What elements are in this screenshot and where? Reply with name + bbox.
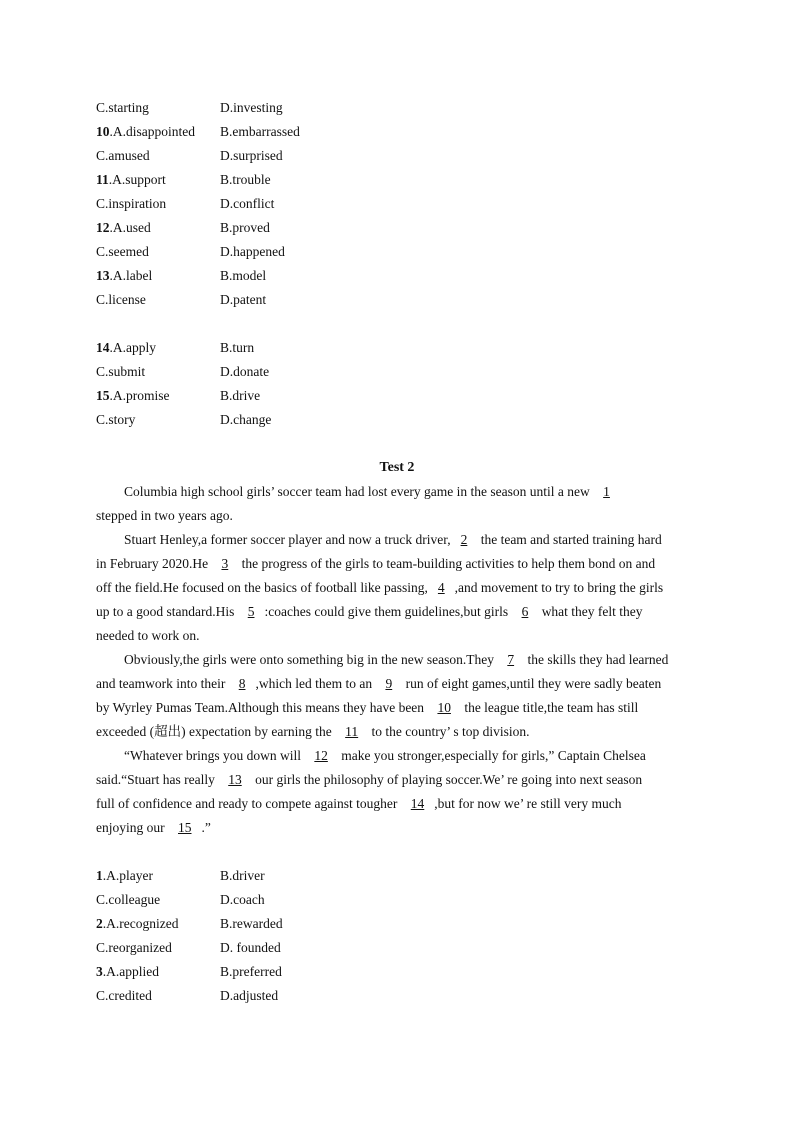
option-a-text: C.colleague: [96, 892, 161, 907]
blank-5: 5: [247, 604, 255, 619]
blank-6: 6: [521, 604, 529, 619]
option-a: [96, 240, 149, 264]
passage-text: the skills they had learned: [524, 652, 669, 667]
option-a: [96, 336, 156, 360]
passage-text: stepped in two years ago.: [96, 508, 233, 523]
option-a: [96, 960, 159, 984]
passage-text: off the field.He focused on the basics of football like passing,: [96, 580, 428, 595]
option-a: [96, 936, 172, 960]
option-a-text: C.reorganized: [96, 940, 172, 955]
option-a-text: .A.recognized: [102, 916, 179, 931]
option-b: D.surprised: [220, 148, 283, 163]
option-a-text: .A.label: [109, 268, 153, 283]
option-a-text: .A.disappointed: [109, 124, 195, 139]
option-a-text: .A.player: [102, 868, 153, 883]
passage-text: the progress of the girls to team-building activities to help them bond on and: [238, 556, 656, 571]
question-number: 15: [96, 388, 110, 403]
passage-text: up to a good standard.His: [96, 604, 238, 619]
passage-text: enjoying our: [96, 820, 168, 835]
passage-line: [96, 480, 700, 504]
option-b: B.driver: [220, 868, 265, 883]
option-b: D.change: [220, 412, 272, 427]
passage-line: [96, 600, 700, 624]
option-b: B.drive: [220, 388, 261, 403]
blank-4: 4: [437, 580, 445, 595]
paragraph: [96, 744, 700, 840]
test-title: Test 2: [379, 460, 415, 475]
passage-text: “Whatever brings you down will: [124, 748, 305, 763]
passage-text: the team and started training hard: [477, 532, 662, 547]
option-b: B.turn: [220, 340, 255, 355]
paragraph: [96, 480, 700, 528]
question-number: 13: [96, 268, 110, 283]
blank-8: 8: [238, 676, 246, 691]
option-a: [96, 360, 145, 384]
passage-text: ,and movement to try to bring the girls: [454, 580, 664, 595]
option-b: D.happened: [220, 244, 285, 259]
passage-line: [96, 624, 700, 648]
option-b: D.adjusted: [220, 988, 279, 1003]
blank-11: 11: [345, 724, 359, 739]
passage-text: Stuart Henley,a former soccer player and now a truck driver,: [124, 532, 451, 547]
blank-2: 2: [460, 532, 468, 547]
passage-text: and teamwork into their: [96, 676, 229, 691]
option-a-text: C.credited: [96, 988, 152, 1003]
option-a: [96, 120, 195, 144]
blank-13: 13: [228, 772, 242, 787]
passage-text: .”: [201, 820, 211, 835]
option-b: B.embarrassed: [220, 124, 300, 139]
blank-14: 14: [410, 796, 425, 811]
question-number: 10: [96, 124, 110, 139]
question-number: 12: [96, 220, 110, 235]
option-a-text: .A.applied: [102, 964, 159, 979]
option-a-text: .A.apply: [109, 340, 156, 355]
option-a: [96, 264, 152, 288]
option-a: [96, 984, 152, 1008]
question-number: 11: [96, 172, 109, 187]
question-number: 14: [96, 340, 110, 355]
option-a: [96, 888, 160, 912]
passage-text: Columbia high school girls’ soccer team had lost every game in the season until a new: [124, 484, 594, 499]
option-b: B.proved: [220, 220, 270, 235]
question-number: 3: [96, 964, 103, 979]
paragraph: [96, 648, 700, 744]
blank-1: 1: [603, 484, 610, 499]
option-a: [96, 864, 153, 888]
option-b: D.coach: [220, 892, 265, 907]
option-b: D.investing: [220, 100, 283, 115]
question-number: 1: [96, 868, 103, 883]
passage-line: [96, 768, 700, 792]
option-a: [96, 408, 135, 432]
passage-line: [96, 744, 700, 768]
passage-line: [96, 696, 700, 720]
passage-text: to the country’ s top division.: [368, 724, 530, 739]
passage-text: ,but for now we’ re still very much: [434, 796, 622, 811]
option-b: B.trouble: [220, 172, 271, 187]
paragraph: [96, 528, 700, 648]
question-number: 2: [96, 916, 103, 931]
option-b: D.patent: [220, 292, 267, 307]
option-a-text: C.submit: [96, 364, 146, 379]
passage-line: [96, 552, 700, 576]
passage-text: the league title,the team has still: [460, 700, 639, 715]
option-a-text: C.seemed: [96, 244, 149, 259]
blank-10: 10: [437, 700, 451, 715]
option-b: B.model: [220, 268, 267, 283]
option-a-text: C.inspiration: [96, 196, 167, 211]
passage-line: [96, 792, 700, 816]
option-a-text: C.amused: [96, 148, 150, 163]
passage-text: said.“Stuart has really: [96, 772, 219, 787]
passage-text: in February 2020.He: [96, 556, 212, 571]
option-a: [96, 168, 166, 192]
passage-line: [96, 648, 700, 672]
option-a: [96, 192, 166, 216]
option-a-text: .A.used: [109, 220, 151, 235]
option-b: D. founded: [220, 940, 281, 955]
passage-text: by Wyrley Pumas Team.Although this means they have been: [96, 700, 428, 715]
passage-text: what they felt they: [538, 604, 643, 619]
option-a-text: C.story: [96, 412, 136, 427]
option-a: [96, 216, 151, 240]
option-b: D.conflict: [220, 196, 275, 211]
option-a: [96, 912, 178, 936]
option-a: [96, 96, 149, 120]
option-a: [96, 288, 146, 312]
passage-text: Obviously,the girls were onto something big in the new season.They: [124, 652, 498, 667]
option-a: [96, 384, 170, 408]
option-a-text: .A.support: [108, 172, 166, 187]
passage-text: full of confidence and ready to compete against tougher: [96, 796, 401, 811]
passage-text: make you stronger,especially for girls,” Captain Chelsea: [337, 748, 646, 763]
passage-text: run of eight games,until they were sadly beaten: [402, 676, 662, 691]
option-b: B.rewarded: [220, 916, 283, 931]
blank-7: 7: [507, 652, 515, 667]
passage-line: [96, 504, 700, 528]
option-a: [96, 144, 150, 168]
option-b: B.preferred: [220, 964, 282, 979]
passage-text: ,which led them to an: [255, 676, 376, 691]
passage-line: [96, 720, 700, 744]
blank-3: 3: [221, 556, 229, 571]
passage-text: needed to work on.: [96, 628, 200, 643]
option-a-text: .A.promise: [109, 388, 170, 403]
passage-line: [96, 528, 700, 552]
option-b: D.donate: [220, 364, 270, 379]
passage-text: our girls the philosophy of playing soccer.We’ re going into next season: [251, 772, 643, 787]
blank-12: 12: [314, 748, 328, 763]
passage-line: [96, 672, 700, 696]
option-a-text: C.license: [96, 292, 146, 307]
option-a-text: C.starting: [96, 100, 149, 115]
passage-text: :coaches could give them guidelines,but girls: [264, 604, 512, 619]
passage-line: [96, 576, 700, 600]
blank-9: 9: [385, 676, 393, 691]
passage-text: exceeded (超出) expectation by earning the: [96, 724, 336, 739]
passage-line: [96, 816, 700, 840]
blank-15: 15: [178, 820, 192, 835]
